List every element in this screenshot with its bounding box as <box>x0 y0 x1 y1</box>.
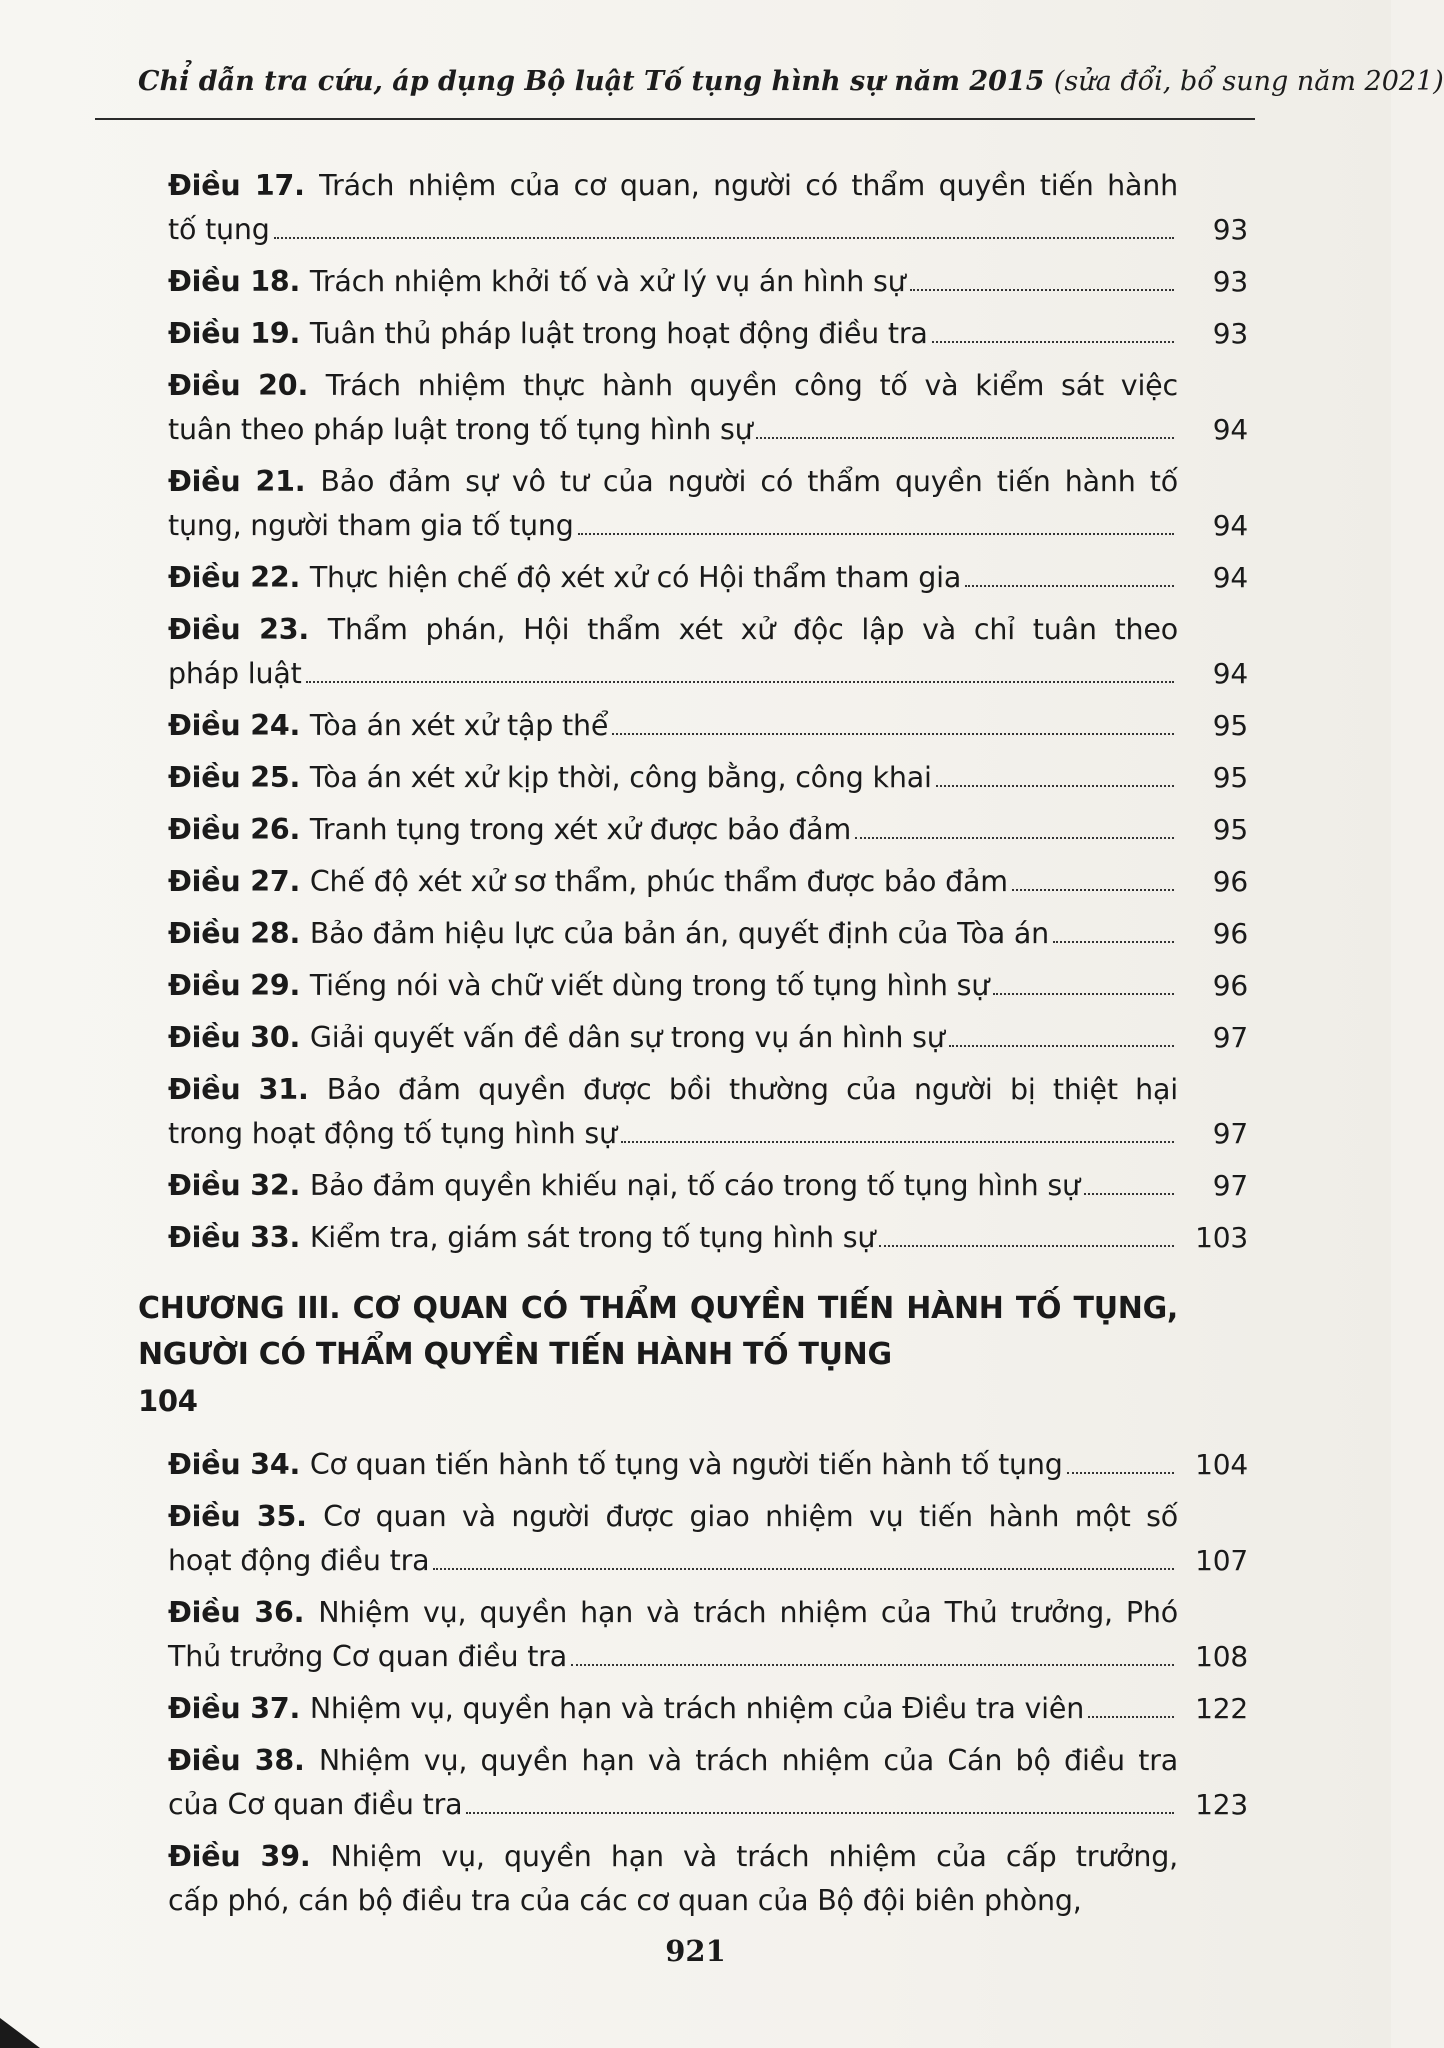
toc-entry <box>168 608 1248 696</box>
entry-title-part: Nhiệm vụ, quyền hạn và trách nhiệm của Thủ trưởng, Phó <box>318 1596 1178 1629</box>
article-number: Điều 38. <box>168 1744 319 1777</box>
entry-title-part: Thẩm phán, Hội thẩm xét xử độc lập và chỉ tuân theo <box>327 613 1178 646</box>
toc-entry <box>168 964 1248 1008</box>
page-ref: 95 <box>1212 813 1248 846</box>
article-number: Điều 31. <box>168 1073 327 1106</box>
entry-leader-line <box>168 1016 1178 1060</box>
table-of-contents <box>138 164 1248 1931</box>
dot-leader <box>949 1045 1174 1047</box>
entry-first-line <box>138 1286 1178 1332</box>
article-number: Điều 28. <box>168 917 310 950</box>
entry-title-part: Cơ quan và người được giao nhiệm vụ tiến hành một số <box>323 1500 1178 1533</box>
dot-leader <box>993 993 1174 995</box>
entry-leader-line <box>168 1879 1178 1923</box>
header-subtitle: (sửa đổi, bổ sung năm 2021) <box>1053 66 1444 97</box>
dot-leader <box>1084 1193 1174 1195</box>
entry-leader-line <box>168 208 1178 252</box>
dot-leader <box>756 437 1174 439</box>
dot-leader <box>1088 1716 1174 1718</box>
toc-entry <box>168 260 1248 304</box>
page-ref: 97 <box>1212 1169 1248 1202</box>
page-ref: 97 <box>1212 1021 1248 1054</box>
entry-leader-line <box>168 1635 1178 1679</box>
entry-first-line <box>168 364 1178 408</box>
page-ref: 93 <box>1212 213 1248 246</box>
entry-title-part: Điều 37. Nhiệm vụ, quyền hạn và trách nhiệm của Điều tra viên <box>168 1692 1085 1725</box>
article-number: Điều 29. <box>168 969 310 1002</box>
entry-leader-line <box>138 1332 1178 1378</box>
entry-leader-line <box>168 704 1178 748</box>
entry-title-part: Trách nhiệm của cơ quan, người có thẩm quyền tiến hành <box>319 169 1178 202</box>
entry-leader-line <box>168 1783 1178 1827</box>
entry-leader-line <box>168 260 1178 304</box>
entry-title-part: tụng, người tham gia tố tụng <box>168 509 574 542</box>
article-number: Điều 17. <box>168 169 320 202</box>
entry-leader-line <box>168 556 1178 600</box>
entry-title-part: Bảo đảm sự vô tư của người có thẩm quyền tiến hành tố <box>320 465 1178 498</box>
entry-title-part: Điều 28. Bảo đảm hiệu lực của bản án, quyết định của Tòa án <box>168 917 1050 950</box>
page-ref: 94 <box>1212 657 1248 690</box>
page-number: 921 <box>665 1934 726 1968</box>
entry-title-part: tuân theo pháp luật trong tố tụng hình sự <box>168 413 753 446</box>
entry-title-part: NGƯỜI CÓ THẨM QUYỀN TIẾN HÀNH TỐ TỤNG <box>138 1337 892 1372</box>
entry-first-line <box>168 164 1178 208</box>
entry-title-part: Điều 26. Tranh tụng trong xét xử được bảo đảm <box>168 813 852 846</box>
entry-title-part: Điều 32. Bảo đảm quyền khiếu nại, tố cáo trong tố tụng hình sự <box>168 1169 1080 1202</box>
dot-leader <box>274 237 1174 239</box>
dot-leader <box>571 1664 1174 1666</box>
page-ref: 94 <box>1212 509 1248 542</box>
entry-leader-line <box>168 1164 1178 1208</box>
article-number: Điều 26. <box>168 813 310 846</box>
page-ref: 107 <box>1195 1544 1248 1577</box>
toc-entry <box>168 1068 1248 1156</box>
entry-leader-line <box>168 504 1178 548</box>
article-number: Điều 32. <box>168 1169 310 1202</box>
entry-leader-line <box>168 860 1178 904</box>
entry-leader-line <box>168 1443 1178 1487</box>
dot-leader <box>879 1245 1174 1247</box>
entry-title-part: Trách nhiệm thực hành quyền công tố và kiểm sát việc <box>325 369 1178 402</box>
entry-title-part: tố tụng <box>168 213 270 246</box>
article-number: Điều 27. <box>168 865 310 898</box>
chapter-heading <box>138 1286 1248 1425</box>
entry-first-line <box>168 608 1178 652</box>
page-ref: 93 <box>1212 265 1248 298</box>
entry-first-line <box>168 1835 1178 1879</box>
entry-title-part: Điều 30. Giải quyết vấn đề dân sự trong vụ án hình sự <box>168 1021 945 1054</box>
page-ref: 97 <box>1212 1117 1248 1150</box>
entry-title-part: trong hoạt động tố tụng hình sự <box>168 1117 617 1150</box>
toc-entry <box>168 1216 1248 1260</box>
running-header <box>138 66 1444 97</box>
dot-leader <box>932 341 1174 343</box>
toc-entry <box>168 164 1248 252</box>
entry-title-part: Bảo đảm quyền được bồi thường của người bị thiệt hại <box>326 1073 1178 1106</box>
entry-title-part: Điều 27. Chế độ xét xử sơ thẩm, phúc thẩm được bảo đảm <box>168 865 1008 898</box>
toc-entry <box>168 1591 1248 1679</box>
entry-title-part: Nhiệm vụ, quyền hạn và trách nhiệm của cấp trưởng, <box>330 1840 1178 1873</box>
dot-leader <box>936 785 1174 787</box>
entry-first-line <box>168 1591 1178 1635</box>
page-ref: 95 <box>1212 709 1248 742</box>
article-number: Điều 19. <box>168 317 310 350</box>
page-ref: 96 <box>1212 969 1248 1002</box>
article-number: Điều 24. <box>168 709 310 742</box>
page-ref: 94 <box>1212 413 1248 446</box>
page-ref: 103 <box>1195 1221 1248 1254</box>
dot-leader <box>612 733 1174 735</box>
article-number: Điều 33. <box>168 1221 310 1254</box>
page-ref: 96 <box>1212 917 1248 950</box>
page-ref: 122 <box>1195 1692 1248 1725</box>
entry-leader-line <box>168 1687 1178 1731</box>
article-number: Điều 39. <box>168 1840 331 1873</box>
article-number: Điều 20. <box>168 369 326 402</box>
toc-entry <box>168 912 1248 956</box>
dot-leader <box>855 837 1174 839</box>
toc-entry <box>168 1016 1248 1060</box>
page-ref: 104 <box>138 1384 198 1418</box>
entry-title-part: Điều 18. Trách nhiệm khởi tố và xử lý vụ án hình sự <box>168 265 906 298</box>
article-number: Điều 22. <box>168 561 310 594</box>
header-rule <box>95 118 1255 120</box>
article-number: Điều 35. <box>168 1500 324 1533</box>
entry-leader-line <box>168 756 1178 800</box>
entry-title-part: Điều 25. Tòa án xét xử kịp thời, công bằng, công khai <box>168 761 932 794</box>
toc-entry <box>168 1164 1248 1208</box>
page-ref: 104 <box>1195 1448 1248 1481</box>
page-ref: 96 <box>1212 865 1248 898</box>
entry-leader-line <box>168 312 1178 356</box>
entry-leader-line <box>168 652 1178 696</box>
entry-title-part: Thủ trưởng Cơ quan điều tra <box>168 1640 567 1673</box>
entry-leader-line <box>168 408 1178 452</box>
toc-entry <box>168 756 1248 800</box>
toc-entry <box>168 1495 1248 1583</box>
article-number: Điều 37. <box>168 1692 310 1725</box>
entry-title-part: Điều 29. Tiếng nói và chữ viết dùng trong tố tụng hình sự <box>168 969 990 1002</box>
article-number: Điều 21. <box>168 465 321 498</box>
article-number: Điều 25. <box>168 761 310 794</box>
entry-title-part: Điều 22. Thực hiện chế độ xét xử có Hội thẩm tham gia <box>168 561 962 594</box>
page-ref: 95 <box>1212 761 1248 794</box>
page-ref: 93 <box>1212 317 1248 350</box>
entry-title-part: Điều 33. Kiểm tra, giám sát trong tố tụng hình sự <box>168 1221 876 1254</box>
toc-entry <box>168 460 1248 548</box>
entry-first-line <box>168 460 1178 504</box>
entry-title-part: cấp phó, cán bộ điều tra của các cơ quan của Bộ đội biên phòng, <box>168 1884 1082 1917</box>
toc-entry <box>168 364 1248 452</box>
entry-title-part: Điều 24. Tòa án xét xử tập thể <box>168 709 609 742</box>
entry-first-line <box>168 1495 1178 1539</box>
article-number: Điều 23. <box>168 613 328 646</box>
toc-entry <box>168 1739 1248 1827</box>
entry-first-line <box>168 1068 1178 1112</box>
dot-leader <box>433 1568 1174 1570</box>
entry-title-part: Điều 19. Tuân thủ pháp luật trong hoạt động điều tra <box>168 317 928 350</box>
entry-title-part: pháp luật <box>168 657 302 690</box>
toc-entry <box>168 1443 1248 1487</box>
article-number: Điều 30. <box>168 1021 310 1054</box>
entry-title-part: CHƯƠNG III. CƠ QUAN CÓ THẨM QUYỀN TIẾN HÀNH TỐ TỤNG, <box>138 1291 1178 1326</box>
toc-entry <box>168 1687 1248 1731</box>
entry-leader-line <box>168 1539 1178 1583</box>
toc-entry <box>168 808 1248 852</box>
dot-leader <box>306 681 1174 683</box>
toc-entry <box>168 860 1248 904</box>
header-title: Chỉ dẫn tra cứu, áp dụng Bộ luật Tố tụng hình sự năm 2015 <box>138 66 1045 97</box>
dot-leader <box>621 1141 1174 1143</box>
toc-entry <box>168 556 1248 600</box>
dot-leader <box>1053 941 1174 943</box>
page-corner-mark <box>0 2018 40 2048</box>
article-number: Điều 18. <box>168 265 310 298</box>
entry-leader-line <box>168 964 1178 1008</box>
page-ref: 108 <box>1195 1640 1248 1673</box>
toc-entry <box>168 704 1248 748</box>
toc-entry <box>168 312 1248 356</box>
article-number: Điều 34. <box>168 1448 310 1481</box>
entry-leader-line <box>168 1112 1178 1156</box>
entry-leader-line <box>168 1216 1178 1260</box>
dot-leader <box>466 1812 1174 1814</box>
entry-title-part: Nhiệm vụ, quyền hạn và trách nhiệm của Cán bộ điều tra <box>318 1744 1178 1777</box>
entry-title-part: hoạt động điều tra <box>168 1544 430 1577</box>
page-ref: 94 <box>1212 561 1248 594</box>
entry-leader-line <box>168 912 1178 956</box>
dot-leader <box>965 585 1174 587</box>
entry-leader-line <box>168 808 1178 852</box>
page-ref: 123 <box>1195 1788 1248 1821</box>
toc-entry <box>168 1835 1248 1923</box>
dot-leader <box>1067 1472 1174 1474</box>
entry-first-line <box>168 1739 1178 1783</box>
dot-leader <box>578 533 1174 535</box>
article-number: Điều 36. <box>168 1596 319 1629</box>
dot-leader <box>910 289 1174 291</box>
dot-leader <box>1012 889 1174 891</box>
entry-title-part: của Cơ quan điều tra <box>168 1788 463 1821</box>
entry-title-part: Điều 34. Cơ quan tiến hành tố tụng và người tiến hành tố tụng <box>168 1448 1063 1481</box>
